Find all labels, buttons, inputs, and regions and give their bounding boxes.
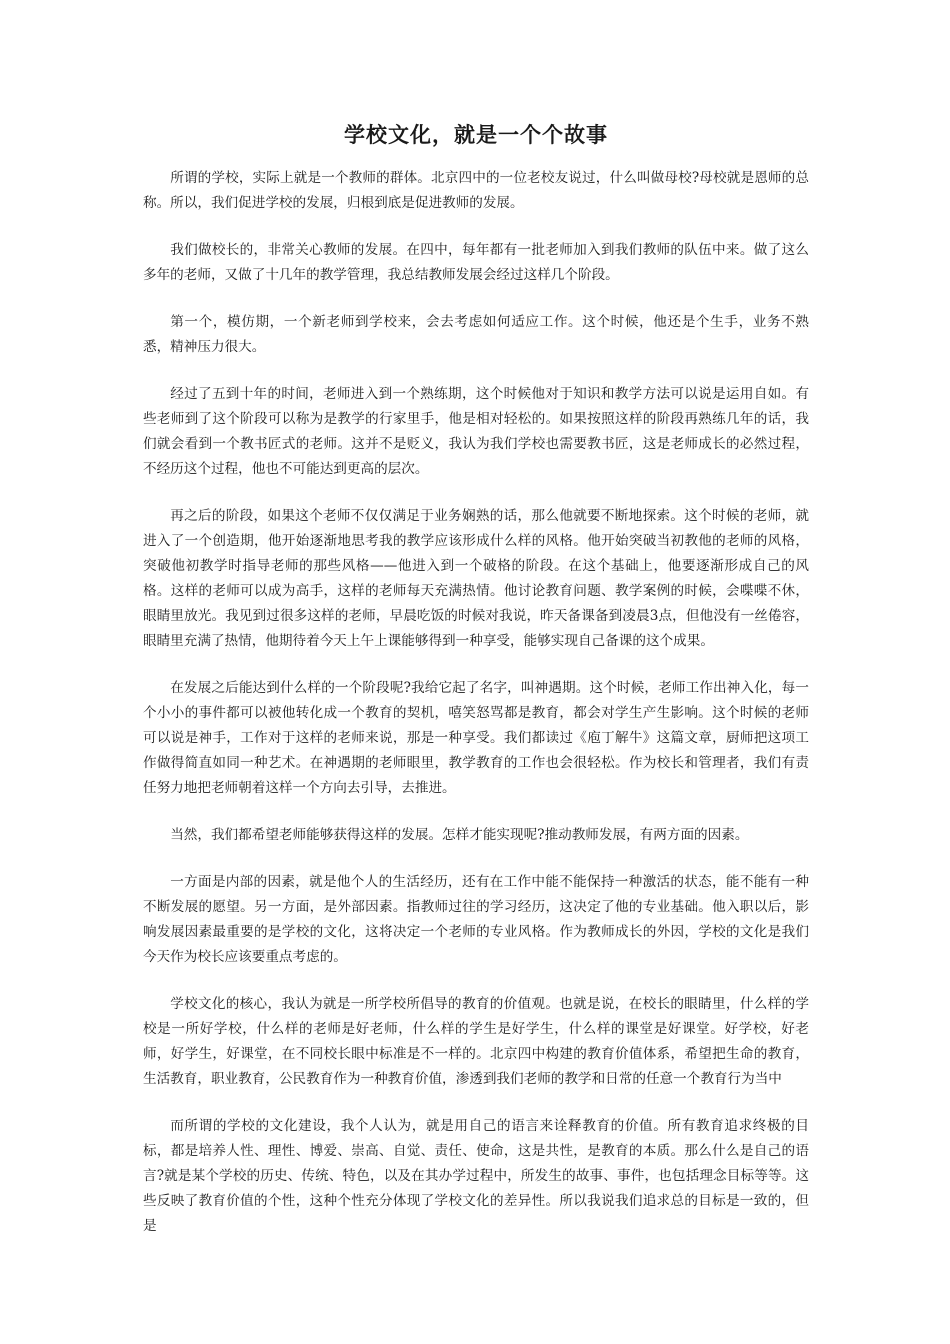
paragraph-8: 一方面是内部的因素，就是他个人的生活经历，还有在工作中能不能保持一种激活的状态，能不能有一种不断发展的愿望。另一方面，是外部因素。指教师过往的学习经历，这决定了他的专业基础。他入职以后，影响发展因素最重要的是学校的文化，这将决定一个老师的专业风格。作为教师成长的外因，学校的文化是我们今天作为校长应该要重点考虑的。 xyxy=(143,874,809,965)
paragraph-1: 所谓的学校，实际上就是一个教师的群体。北京四中的一位老校友说过，什么叫做母校?母校就是恩师的总称。所以，我们促进学校的发展，归根到底是促进教师的发展。 xyxy=(143,170,809,211)
paragraph-10: 而所谓的学校的文化建设，我个人认为，就是用自己的语言来诠释教育的价值。所有教育追求终极的目标，都是培养人性、理性、博爱、崇高、自觉、责任、使命，这是共性，是教育的本质。那么什么是自己的语言?就是某个学校的历史、传统、特色，以及在其办学过程中，所发生的故事、事件，也包括理念目标等等。这些反映了教育价值的个性，这种个性充分体现了学校文化的差异性。所以我说我们追求总的目标是一致的，但是 xyxy=(143,1118,809,1234)
paragraph-9: 学校文化的核心，我认为就是一所学校所倡导的教育的价值观。也就是说，在校长的眼睛里，什么样的学校是一所好学校，什么样的老师是好老师，什么样的学生是好学生，什么样的课堂是好课堂。好学校，好老师，好学生，好课堂，在不同校长眼中标准是不一样的。北京四中构建的教育价值体系，希望把生命的教育，生活教育，职业教育，公民教育作为一种教育价值，渗透到我们老师的教学和日常的任意一个教育行为当中 xyxy=(143,996,809,1087)
paragraph-6: 在发展之后能达到什么样的一个阶段呢?我给它起了名字，叫神遇期。这个时候，老师工作出神入化，每一个小小的事件都可以被他转化成一个教育的契机，嘻笑怒骂都是教育，都会对学生产生影响。这个时候的老师可以说是神手，工作对于这样的老师来说，那是一种享受。我们都读过《庖丁解牛》这篇文章，厨师把这项工作做得简直如同一种艺术。在神遇期的老师眼里，教学教育的工作也会很轻松。作为校长和管理者，我们有责任努力地把老师朝着这样一个方向去引导，去推进。 xyxy=(143,680,809,796)
document-page xyxy=(143,120,809,1261)
document-title: 学校文化，就是一个个故事 xyxy=(344,123,608,147)
paragraph-3: 第一个，模仿期，一个新老师到学校来，会去考虑如何适应工作。这个时候，他还是个生手，业务不熟悉，精神压力很大。 xyxy=(143,314,809,355)
paragraph-7: 当然，我们都希望老师能够获得这样的发展。怎样才能实现呢?推动教师发展，有两方面的因素。 xyxy=(170,827,749,843)
paragraph-5: 再之后的阶段，如果这个老师不仅仅满足于业务娴熟的话，那么他就要不断地探索。这个时候的老师，就进入了一个创造期，他开始逐渐地思考我的教学应该形成什么样的风格。他开始突破当初教他的老师的风格，突破他初教学时指导老师的那些风格——他进入到一个破格的阶段。在这个基础上，他要逐渐形成自己的风格。这样的老师可以成为高手，这样的老师每天充满热情。他讨论教育问题、教学案例的时候，会喋喋不休，眼睛里放光。我见到过很多这样的老师，早晨吃饭的时候对我说，昨天备课备到凌晨3点，但他没有一丝倦容，眼睛里充满了热情，他期待着今天上午上课能够得到一种享受，能够实现自己备课的这个成果。 xyxy=(143,508,809,649)
paragraph-2: 我们做校长的，非常关心教师的发展。在四中，每年都有一批老师加入到我们教师的队伍中来。做了这么多年的老师，又做了十几年的教学管理，我总结教师发展会经过这样几个阶段。 xyxy=(143,242,809,283)
paragraph-4: 经过了五到十年的时间，老师进入到一个熟练期，这个时候他对于知识和教学方法可以说是运用自如。有些老师到了这个阶段可以称为是教学的行家里手，他是相对轻松的。如果按照这样的阶段再熟练几年的话，我们就会看到一个教书匠式的老师。这并不是贬义，我认为我们学校也需要教书匠，这是老师成长的必然过程，不经历这个过程，他也不可能达到更高的层次。 xyxy=(143,386,809,477)
